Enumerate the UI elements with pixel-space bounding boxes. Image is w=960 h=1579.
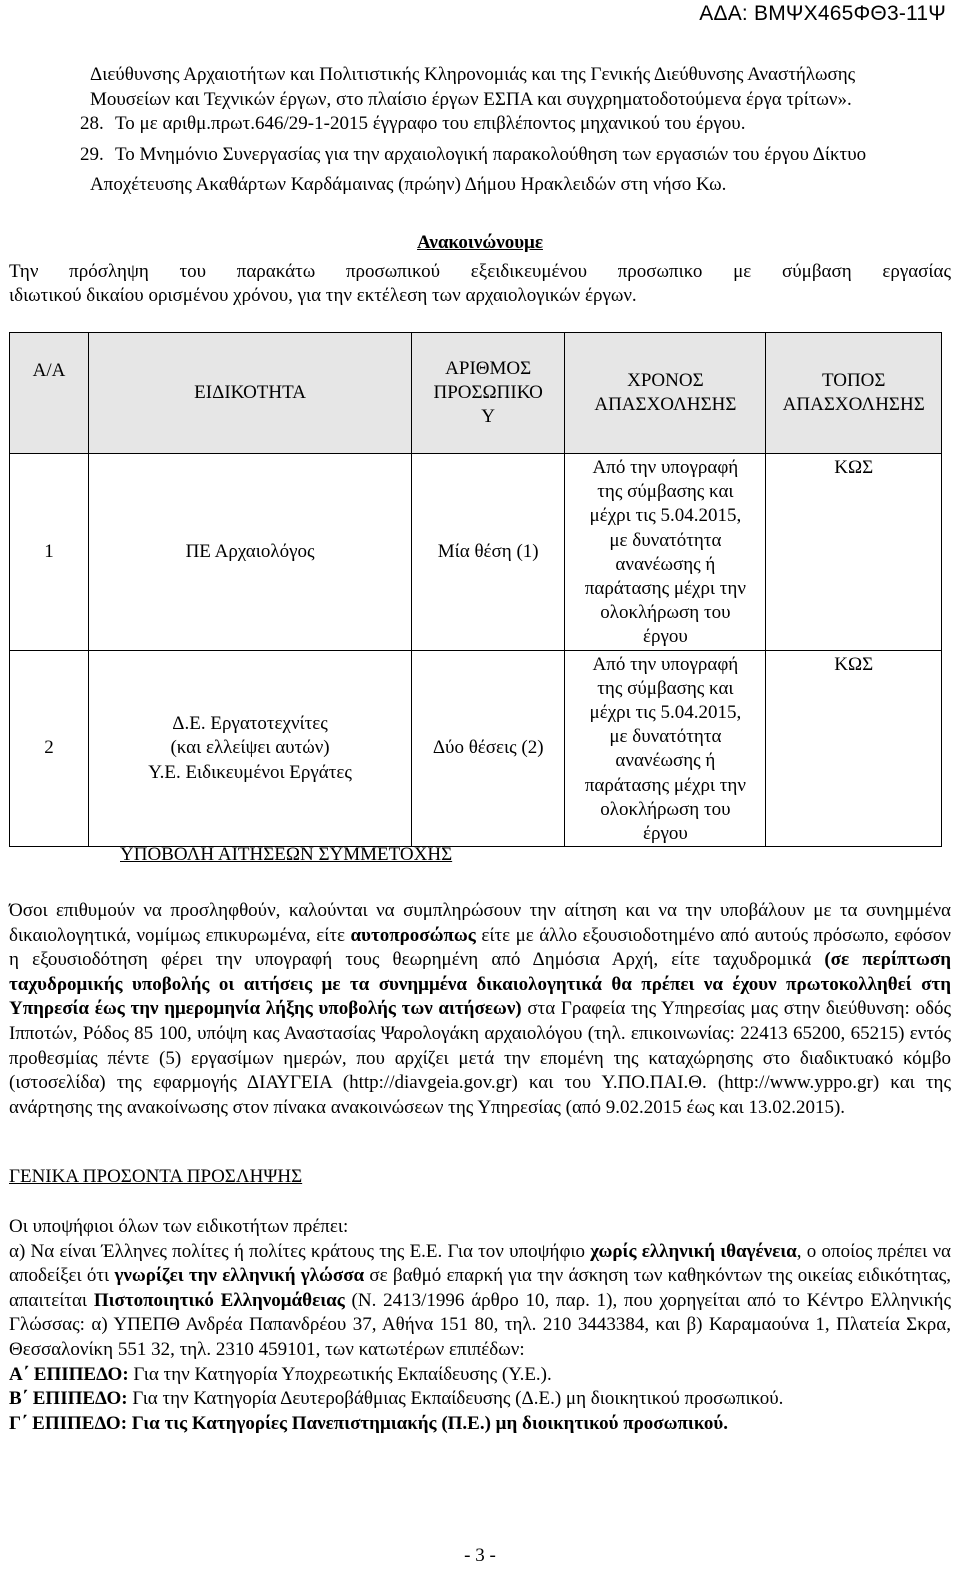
level-b: Β΄ ΕΠΙΠΕΔΟ: Για την Κατηγορία Δευτεροβάθμιας Εκπαίδευσης (Δ.Ε.) μη διοικητικού προσωπικού. <box>9 1388 784 1410</box>
list-item-28 <box>0 112 960 137</box>
intro-cont-line-2: Μουσείων και Τεχνικών έργων, στο πλαίσιο έργων ΕΣΠΑ και συγχρηματοδοτούμενα έργα τρίτων». <box>90 88 852 110</box>
intro-block <box>0 63 960 198</box>
table-row <box>10 454 942 651</box>
cell-count: Μία θέση (1) <box>412 454 565 651</box>
cell-specialty: Δ.Ε. Εργατοτεχνίτες (και ελλείψει αυτών) Υ.Ε. Ειδικευμένοι Εργάτες <box>89 650 412 847</box>
ada-code: ΑΔΑ: ΒΜΨΧ465ΦΘ3-11Ψ <box>699 2 946 25</box>
submission-heading: ΥΠΟΒΟΛΗ ΑΙΤΗΣΕΩΝ ΣΥΜΜΕΤΟΧΗΣ <box>120 844 453 865</box>
cell-place: ΚΩΣ <box>766 650 942 847</box>
item-text: Το με αριθμ.πρωτ.646/29-1-2015 έγγραφο του επιβλέποντος μηχανικού του έργου. <box>115 113 746 134</box>
cell-aa: 1 <box>10 454 89 651</box>
level-a: Α΄ ΕΠΙΠΕΔΟ: Για την Κατηγορία Υποχρεωτικής Εκπαίδευσης (Υ.Ε.). <box>9 1363 552 1385</box>
cell-duration: Από την υπογραφή της σύμβασης και μέχρι τις 5.04.2015, με δυνατότητα ανανέωσης ή παράτασης μέχρι την ολοκλήρωση του έργου <box>565 650 766 847</box>
cell-count: Δύο θέσεις (2) <box>412 650 565 847</box>
submission-paragraph: Όσοι επιθυμούν να προσληφθούν, καλούνται να συμπληρώσουν την αίτηση και να την υποβάλουν με τα συνημμένα δικαιολογητικά, νομίμως επικυρωμένα, είτε αυτοπροσώπως είτε με άλλο εξουσιοδοτημένο από αυτούς πρόσωπο, εφόσον η εξουσιοδότηση φέρει την υπογραφή τους θεωρημένη από Δημόσια Αρχή, είτε ταχυδρομικά (σε περίπτωση ταχυδρομικής υποβολής οι αιτήσεις με τα συνημμένα δικαιολογητικά θα πρέπει να έχουν πρωτοκολληθεί στη Υπηρεσία έως την ημερομηνία λήξης υποβολής των αιτήσεων) στα Γραφεία της Υπηρεσίας μας στην διεύθυνση: οδός Ιπποτών, Ρόδος 85 100, υπόψη κας Αναστασίας Ψαρολογάκη αρχαιολόγου (τηλ. επικοινωνίας: 22413 65200, 65215) εντός προθεσμίας πέντε (5) εργασίμων ημερών, που αρχίζει μετά την επομένη της καταχώρησης στο διαδικτυακό κόμβο (ιστοσελίδα) της εφαρμογής ΔΙΑΥΓΕΙΑ (http://diavgeia.gov.gr) και του Υ.ΠΟ.ΠΑΙ.Θ. (http://www.yppo.gr) και της ανάρτησης της ανακοίνωσης στον πίνακα ανακοινώσεων της Υπηρεσίας (από 9.02.2015 έως και 13.02.2015). <box>9 900 952 1118</box>
table-row <box>10 650 942 847</box>
table-header-row <box>10 333 942 454</box>
item-29-continuation: Αποχέτευσης Ακαθάρτων Καρδάμαινας (πρώην) Δήμου Ηρακλειδών στη νήσο Κω. <box>90 174 727 195</box>
item-number: 29. <box>80 143 104 165</box>
header-duration: ΧΡΟΝΟΣ ΑΠΑΣΧΟΛΗΣΗΣ <box>565 333 766 454</box>
announcement-line-1: Την πρόσληψη του παρακάτω προσωπικού εξειδικευμένου προσωπικο με σύμβαση εργασίας <box>9 261 951 282</box>
announcement-line-2: ιδιωτικού δικαίου ορισμένου χρόνου, για την εκτέλεση των αρχαιολογικών έργων. <box>9 285 637 306</box>
item-text: Το Μνημόνιο Συνεργασίας για την αρχαιολογική παρακολούθηση των εργασιών του έργου Δίκτυο <box>115 143 867 165</box>
cell-place: ΚΩΣ <box>766 454 942 651</box>
cell-duration: Από την υπογραφή της σύμβασης και μέχρι τις 5.04.2015, με δυνατότητα ανανέωσης ή παράτασης μέχρι την ολοκλήρωση του έργου <box>565 454 766 651</box>
announcement-heading: Ανακοινώνουμε <box>417 232 543 253</box>
header-specialty: ΕΙΔΙΚΟΤΗΤΑ <box>89 333 412 454</box>
header-aa: Α/Α <box>10 333 89 454</box>
general-qualifications-heading: ΓΕΝΙΚΑ ΠΡΟΣΟΝΤΑ ΠΡΟΣΛΗΨΗΣ <box>9 1166 303 1187</box>
item-number: 28. <box>80 113 104 134</box>
cell-specialty: ΠΕ Αρχαιολόγος <box>89 454 412 651</box>
list-item-29 <box>0 143 960 168</box>
intro-cont-line-1: Διεύθυνσης Αρχαιοτήτων και Πολιτιστικής Κληρονομιάς και της Γενικής Διεύθυνσης Αναστήλωσης <box>90 64 856 85</box>
level-c: Γ΄ ΕΠΙΠΕΔΟ: Για τις Κατηγορίες Πανεπιστημιακής (Π.Ε.) μη διοικητικού προσωπικού. <box>9 1412 728 1434</box>
positions-table <box>9 332 942 847</box>
general-intro: Οι υποψήφιοι όλων των ειδικοτήτων πρέπει: <box>9 1216 349 1237</box>
general-qualifications-body <box>9 1215 951 1436</box>
page-number: - 3 - <box>464 1545 496 1566</box>
header-place: ΤΟΠΟΣ ΑΠΑΣΧΟΛΗΣΗΣ <box>766 333 942 454</box>
header-count: ΑΡΙΘΜΟΣ ΠΡΟΣΩΠΙΚΟ Υ <box>412 333 565 454</box>
requirement-a: α) Να είναι Έλληνες πολίτες ή πολίτες κράτους της Ε.Ε. Για τον υποψήφιο χωρίς ελληνική ιθαγένεια, ο οποίος πρέπει να αποδείξει ότι γνωρίζει την ελληνική γλώσσα σε βαθμό επαρκή για την άσκηση των καθηκόντων της οικείας ειδικότητας, απαιτείται Πιστοποιητικό Ελληνομάθειας (Ν. 2413/1996 άρθρο 10, παρ. 1), που χορηγείται από το Κέντρο Ελληνικής Γλώσσας: α) ΥΠΕΠΘ Ανδρέα Παπανδρέου 37, Αθήνα 151 80, τηλ. 210 3443384, και β) Καραμαούνα 1, Πλατεία Σκρα, Θεσσαλονίκη 551 32, τηλ. 2310 459101, των κατωτέρων επιπέδων: <box>9 1240 952 1360</box>
cell-aa: 2 <box>10 650 89 847</box>
diavgeia-link[interactable]: http://diavgeia.gov.gr <box>349 1072 512 1094</box>
